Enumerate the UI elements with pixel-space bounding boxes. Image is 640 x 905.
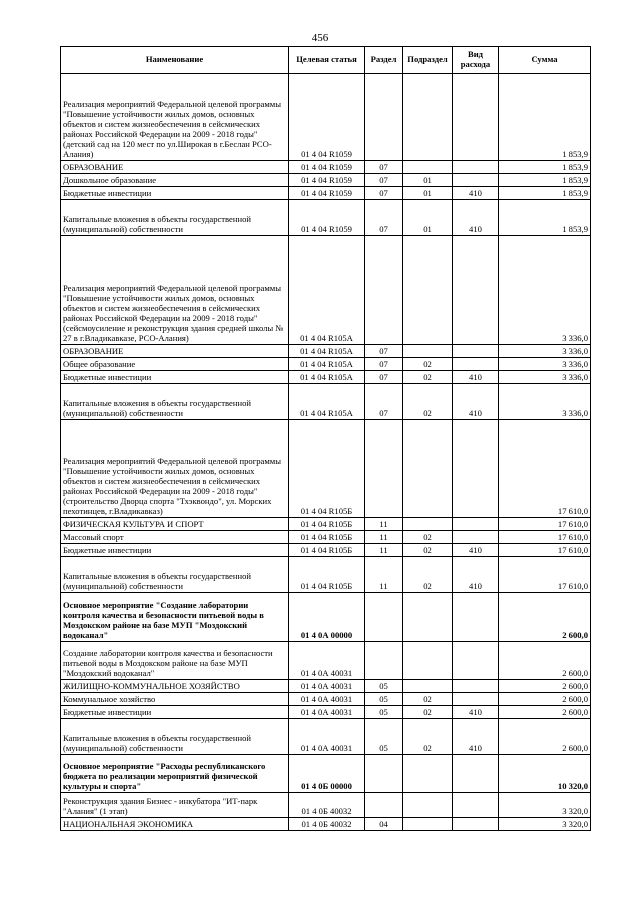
cell-expense-type: 410 <box>453 371 499 384</box>
cell-expense-type: 410 <box>453 557 499 593</box>
cell-section <box>365 642 403 680</box>
table-row <box>61 161 591 174</box>
cell-expense-type <box>453 420 499 518</box>
cell-section: 11 <box>365 518 403 531</box>
cell-subsection: 01 <box>403 174 453 187</box>
cell-sum: 3 336,0 <box>499 371 591 384</box>
cell-subsection <box>403 680 453 693</box>
cell-code: 01 4 04 R1059 <box>289 174 365 187</box>
cell-expense-type <box>453 818 499 831</box>
cell-code: 01 4 04 R1059 <box>289 74 365 161</box>
table-row <box>61 793 591 818</box>
table-row <box>61 236 591 345</box>
cell-expense-type: 410 <box>453 706 499 719</box>
cell-expense-type: 410 <box>453 187 499 200</box>
cell-section <box>365 593 403 642</box>
cell-subsection: 02 <box>403 531 453 544</box>
cell-name: ФИЗИЧЕСКАЯ КУЛЬТУРА И СПОРТ <box>61 518 289 531</box>
table-row <box>61 384 591 420</box>
cell-code: 01 4 04 R1059 <box>289 161 365 174</box>
table-row <box>61 74 591 161</box>
cell-subsection <box>403 818 453 831</box>
cell-sum: 1 853,9 <box>499 187 591 200</box>
cell-name: Коммунальное хозяйство <box>61 693 289 706</box>
cell-code: 01 4 04 R105А <box>289 236 365 345</box>
page-number: 456 <box>311 32 329 44</box>
cell-section <box>365 74 403 161</box>
cell-expense-type <box>453 642 499 680</box>
cell-code: 01 4 04 R105Б <box>289 531 365 544</box>
cell-code: 01 4 0Б 00000 <box>289 755 365 793</box>
table-row <box>61 557 591 593</box>
cell-name: Дошкольное образование <box>61 174 289 187</box>
table-row <box>61 358 591 371</box>
cell-code: 01 4 04 R105А <box>289 358 365 371</box>
table-row <box>61 706 591 719</box>
cell-expense-type <box>453 531 499 544</box>
table-row <box>61 719 591 755</box>
cell-code: 01 4 04 R105А <box>289 371 365 384</box>
table-header-row <box>61 47 591 74</box>
cell-expense-type <box>453 518 499 531</box>
cell-section: 07 <box>365 161 403 174</box>
cell-subsection <box>403 518 453 531</box>
table-row <box>61 200 591 236</box>
cell-section: 11 <box>365 544 403 557</box>
table-row <box>61 518 591 531</box>
cell-subsection <box>403 161 453 174</box>
cell-section: 07 <box>365 358 403 371</box>
cell-code: 01 4 0А 40031 <box>289 693 365 706</box>
cell-name: Реализация мероприятий Федеральной целевой программы "Повышение устойчивости жилых домов, основных объектов и систем жизнеобеспечения в сейсмических районах Российской Федерации на 2009 - 2018 годы" (строительство Дворца спорта "Тхэквондо", ул. Морских пехотинцев, г.Владикавказ) <box>61 420 289 518</box>
cell-code: 01 4 0А 40031 <box>289 719 365 755</box>
table-row <box>61 642 591 680</box>
budget-table <box>60 46 591 831</box>
cell-code: 01 4 04 R1059 <box>289 200 365 236</box>
cell-name: ОБРАЗОВАНИЕ <box>61 161 289 174</box>
cell-section: 05 <box>365 693 403 706</box>
cell-name: Капитальные вложения в объекты государственной (муниципальной) собственности <box>61 557 289 593</box>
cell-expense-type <box>453 680 499 693</box>
cell-name: Реализация мероприятий Федеральной целевой программы "Повышение устойчивости жилых домов, основных объектов и систем жизнеобеспечения в сейсмических районах Российской Федерации на 2009 - 2018 годы" (детский сад на 120 мест по ул.Широкая в г.Беслан РСО-Алания) <box>61 74 289 161</box>
cell-name: ЖИЛИЩНО-КОММУНАЛЬНОЕ ХОЗЯЙСТВО <box>61 680 289 693</box>
cell-section <box>365 236 403 345</box>
cell-code: 01 4 04 R105Б <box>289 518 365 531</box>
cell-expense-type <box>453 693 499 706</box>
cell-subsection: 02 <box>403 358 453 371</box>
cell-expense-type <box>453 74 499 161</box>
cell-expense-type <box>453 161 499 174</box>
header-subsection: Подраздел <box>403 47 453 74</box>
cell-section: 11 <box>365 557 403 593</box>
cell-code: 01 4 04 R105Б <box>289 544 365 557</box>
cell-sum: 2 600,0 <box>499 642 591 680</box>
header-code: Целевая статья <box>289 47 365 74</box>
cell-name: Капитальные вложения в объекты государственной (муниципальной) собственности <box>61 384 289 420</box>
cell-subsection: 02 <box>403 719 453 755</box>
cell-code: 01 4 0Б 40032 <box>289 818 365 831</box>
cell-code: 01 4 0А 00000 <box>289 593 365 642</box>
cell-sum: 1 853,9 <box>499 174 591 187</box>
cell-subsection <box>403 593 453 642</box>
cell-expense-type: 410 <box>453 544 499 557</box>
cell-sum: 3 320,0 <box>499 818 591 831</box>
cell-sum: 3 336,0 <box>499 384 591 420</box>
cell-expense-type <box>453 174 499 187</box>
cell-name: Основное мероприятие "Расходы республиканского бюджета по реализации мероприятий физической культуры и спорта" <box>61 755 289 793</box>
cell-sum: 17 610,0 <box>499 557 591 593</box>
cell-sum: 3 336,0 <box>499 358 591 371</box>
table-row <box>61 345 591 358</box>
cell-name: Бюджетные инвестиции <box>61 187 289 200</box>
cell-section <box>365 420 403 518</box>
cell-sum: 10 320,0 <box>499 755 591 793</box>
table-row <box>61 544 591 557</box>
cell-name: Капитальные вложения в объекты государственной (муниципальной) собственности <box>61 719 289 755</box>
cell-sum: 1 853,9 <box>499 74 591 161</box>
cell-sum: 2 600,0 <box>499 693 591 706</box>
cell-section: 07 <box>365 174 403 187</box>
cell-section: 07 <box>365 345 403 358</box>
cell-sum: 17 610,0 <box>499 518 591 531</box>
table-row <box>61 420 591 518</box>
cell-sum: 3 320,0 <box>499 793 591 818</box>
table-row <box>61 755 591 793</box>
cell-sum: 2 600,0 <box>499 706 591 719</box>
cell-sum: 3 336,0 <box>499 236 591 345</box>
cell-section: 05 <box>365 680 403 693</box>
cell-expense-type <box>453 345 499 358</box>
cell-name: Бюджетные инвестиции <box>61 544 289 557</box>
cell-name: Массовый спорт <box>61 531 289 544</box>
cell-code: 01 4 0Б 40032 <box>289 793 365 818</box>
cell-subsection <box>403 420 453 518</box>
cell-name: Реализация мероприятий Федеральной целевой программы "Повышение устойчивости жилых домов, основных объектов и систем жизнеобеспечения в сейсмических районах Российской Федерации на 2009 - 2018 годы" (сейсмоусиление и реконструкция здания средней школы № 27 в г.Владикавказе, РСО-Алания) <box>61 236 289 345</box>
cell-code: 01 4 0А 40031 <box>289 706 365 719</box>
table-row <box>61 693 591 706</box>
cell-name: Основное мероприятие "Создание лаборатории контроля качества и безопасности питьевой воды в Моздокском районе на базе МУП "Моздокский водоканал" <box>61 593 289 642</box>
cell-sum: 1 853,9 <box>499 161 591 174</box>
table-row <box>61 593 591 642</box>
cell-section <box>365 793 403 818</box>
cell-expense-type <box>453 236 499 345</box>
cell-expense-type: 410 <box>453 719 499 755</box>
table-body <box>61 74 591 831</box>
cell-subsection: 01 <box>403 187 453 200</box>
table-row <box>61 818 591 831</box>
cell-subsection <box>403 345 453 358</box>
cell-name: Общее образование <box>61 358 289 371</box>
cell-sum: 2 600,0 <box>499 593 591 642</box>
cell-sum: 2 600,0 <box>499 719 591 755</box>
table-row <box>61 371 591 384</box>
cell-subsection: 02 <box>403 693 453 706</box>
cell-code: 01 4 04 R105Б <box>289 420 365 518</box>
cell-code: 01 4 0А 40031 <box>289 642 365 680</box>
cell-code: 01 4 04 R105А <box>289 384 365 420</box>
cell-subsection <box>403 642 453 680</box>
cell-sum: 17 610,0 <box>499 420 591 518</box>
cell-name: Бюджетные инвестиции <box>61 371 289 384</box>
table-row <box>61 187 591 200</box>
cell-name: НАЦИОНАЛЬНАЯ ЭКОНОМИКА <box>61 818 289 831</box>
cell-expense-type <box>453 755 499 793</box>
cell-sum: 1 853,9 <box>499 200 591 236</box>
cell-subsection <box>403 755 453 793</box>
table-row <box>61 174 591 187</box>
cell-sum: 2 600,0 <box>499 680 591 693</box>
header-sum: Сумма <box>499 47 591 74</box>
cell-subsection <box>403 793 453 818</box>
cell-expense-type <box>453 593 499 642</box>
cell-code: 01 4 04 R105Б <box>289 557 365 593</box>
cell-expense-type <box>453 358 499 371</box>
cell-name: Бюджетные инвестиции <box>61 706 289 719</box>
cell-name: ОБРАЗОВАНИЕ <box>61 345 289 358</box>
cell-subsection: 02 <box>403 706 453 719</box>
table-row <box>61 680 591 693</box>
cell-code: 01 4 04 R1059 <box>289 187 365 200</box>
table-row <box>61 531 591 544</box>
cell-subsection <box>403 236 453 345</box>
cell-section: 05 <box>365 719 403 755</box>
cell-sum: 17 610,0 <box>499 531 591 544</box>
cell-section: 11 <box>365 531 403 544</box>
cell-name: Реконструкция здания Бизнес - инкубатора "ИТ-парк "Алания" (1 этап) <box>61 793 289 818</box>
cell-subsection <box>403 74 453 161</box>
cell-code: 01 4 0А 40031 <box>289 680 365 693</box>
cell-section: 07 <box>365 371 403 384</box>
cell-sum: 3 336,0 <box>499 345 591 358</box>
cell-section: 05 <box>365 706 403 719</box>
cell-subsection: 01 <box>403 200 453 236</box>
cell-sum: 17 610,0 <box>499 544 591 557</box>
cell-section <box>365 755 403 793</box>
header-section: Раздел <box>365 47 403 74</box>
header-name: Наименование <box>61 47 289 74</box>
cell-subsection: 02 <box>403 544 453 557</box>
cell-section: 07 <box>365 187 403 200</box>
cell-subsection: 02 <box>403 371 453 384</box>
cell-section: 04 <box>365 818 403 831</box>
cell-expense-type <box>453 793 499 818</box>
cell-subsection: 02 <box>403 557 453 593</box>
cell-subsection: 02 <box>403 384 453 420</box>
header-expense-type: Вид расхода <box>453 47 499 74</box>
cell-expense-type: 410 <box>453 200 499 236</box>
cell-expense-type: 410 <box>453 384 499 420</box>
cell-section: 07 <box>365 200 403 236</box>
cell-section: 07 <box>365 384 403 420</box>
cell-name: Капитальные вложения в объекты государственной (муниципальной) собственности <box>61 200 289 236</box>
cell-code: 01 4 04 R105А <box>289 345 365 358</box>
cell-name: Создание лаборатории контроля качества и безопасности питьевой воды в Моздокском районе на базе МУП "Моздокский водоканал" <box>61 642 289 680</box>
